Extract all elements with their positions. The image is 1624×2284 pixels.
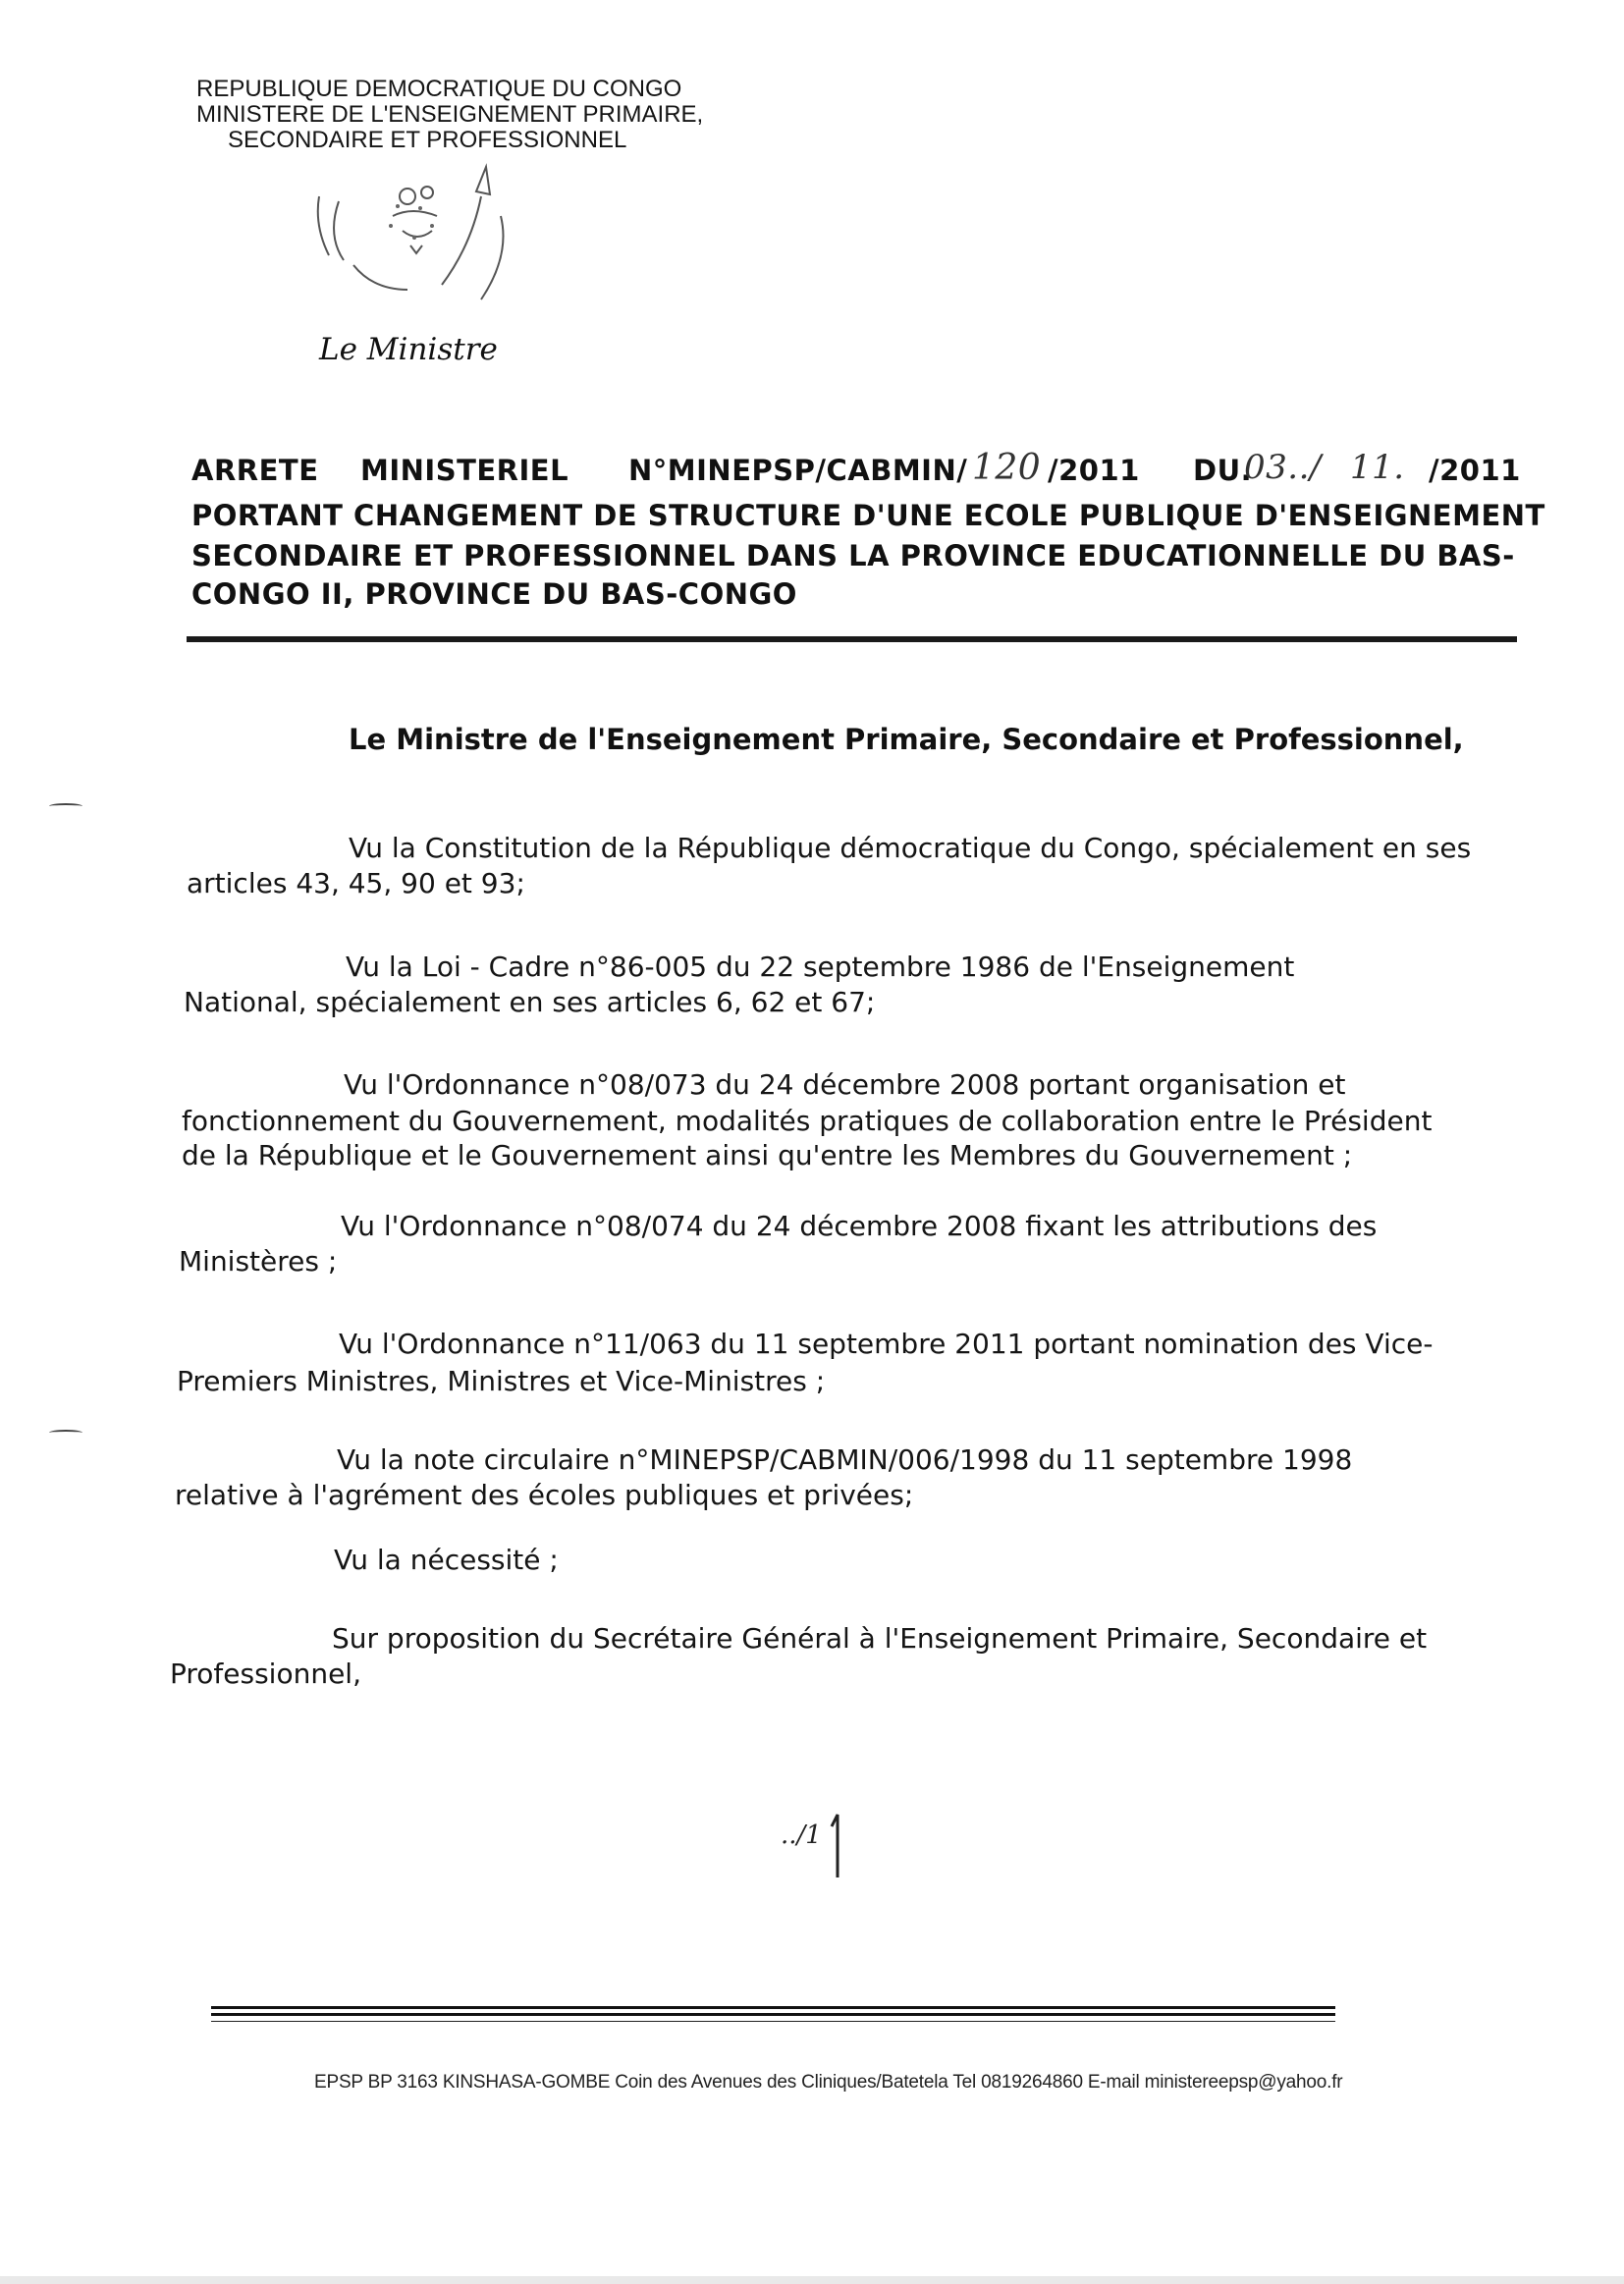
consideration-3-line2: fonctionnement du Gouvernement, modalités pratiques de collaboration entre le Président (182, 1105, 1433, 1137)
consideration-6-line2: relative à l'agrément des écoles publiques et privées; (175, 1479, 914, 1511)
consideration-2-line1: Vu la Loi - Cadre n°86-005 du 22 septembre 1986 de l'Enseignement (346, 951, 1295, 983)
margin-mark (49, 803, 82, 809)
header-country: REPUBLIQUE DEMOCRATIQUE DU CONGO (196, 76, 682, 102)
decree-year: /2011 (1048, 454, 1140, 487)
consideration-5-line1: Vu l'Ordonnance n°11/063 du 11 septembre 2011 portant nomination des Vice- (339, 1328, 1434, 1360)
consideration-7-line1: Vu la nécessité ; (334, 1544, 559, 1576)
decree-date-day: 03../ (1244, 448, 1322, 487)
decree-date-month: 11. (1350, 448, 1405, 487)
decree-subject-line2: SECONDAIRE ET PROFESSIONNEL DANS LA PROVINCE EDUCATIONNELLE DU BAS- (191, 539, 1515, 572)
decree-number-handwritten: 120 (972, 448, 1042, 488)
page-mark-text: ../1 (781, 1821, 822, 1850)
consideration-3-line1: Vu l'Ordonnance n°08/073 du 24 décembre 2008 portant organisation et (344, 1068, 1346, 1101)
margin-mark (49, 1430, 82, 1436)
minister-title: Le Ministre (319, 332, 498, 367)
consideration-4-line2: Ministères ; (179, 1245, 338, 1278)
consideration-1-line2: articles 43, 45, 90 et 93; (187, 867, 525, 899)
footer-contact: EPSP BP 3163 KINSHASA-GOMBE Coin des Avenues des Cliniques/Batetela Tel 0819264860 E-mail ministereepsp@yahoo.fr (314, 2072, 1343, 2093)
footer-divider (211, 2021, 1335, 2022)
decree-date-prefix: DU. (1193, 454, 1253, 487)
decree-subject-line1: PORTANT CHANGEMENT DE STRUCTURE D'UNE ECOLE PUBLIQUE D'ENSEIGNEMENT (191, 499, 1545, 532)
header-ministry-line1: MINISTERE DE L'ENSEIGNEMENT PRIMAIRE, (196, 101, 704, 128)
title-divider (187, 636, 1517, 642)
footer-divider (211, 2013, 1335, 2016)
consideration-4-line1: Vu l'Ordonnance n°08/074 du 24 décembre 2008 fixant les attributions des (341, 1210, 1378, 1242)
scan-edge (0, 2276, 1624, 2284)
consideration-2-line2: National, spécialement en ses articles 6, 62 et 67; (184, 986, 876, 1018)
consideration-3-line3: de la République et le Gouvernement ainsi qu'entre les Membres du Gouvernement ; (182, 1139, 1353, 1171)
decree-subject-line3: CONGO II, PROVINCE DU BAS-CONGO (191, 577, 797, 611)
consideration-5-line2: Premiers Ministres, Ministres et Vice-Ministres ; (177, 1365, 826, 1397)
consideration-1-line1: Vu la Constitution de la République démocratique du Congo, spécialement en ses (349, 832, 1472, 864)
decree-date-year: /2011 (1429, 454, 1521, 487)
decree-number-row (191, 448, 1521, 493)
title-word-ministeriel: MINISTERIEL (360, 454, 569, 487)
footer-divider (211, 2006, 1335, 2009)
preamble-heading: Le Ministre de l'Enseignement Primaire, Secondaire et Professionnel, (349, 723, 1464, 756)
decree-number-prefix: N°MINEPSP/CABMIN/ (628, 454, 968, 487)
coat-of-arms-emblem (295, 157, 560, 304)
header-ministry-line2: SECONDAIRE ET PROFESSIONNEL (228, 127, 627, 153)
consideration-8-line2: Professionnel, (170, 1658, 361, 1690)
title-word-arrete: ARRETE (191, 454, 319, 487)
consideration-8-line1: Sur proposition du Secrétaire Général à l'Enseignement Primaire, Secondaire et (332, 1622, 1428, 1655)
consideration-6-line1: Vu la note circulaire n°MINEPSP/CABMIN/006/1998 du 11 septembre 1998 (337, 1443, 1353, 1476)
page-mark (781, 1807, 859, 1885)
